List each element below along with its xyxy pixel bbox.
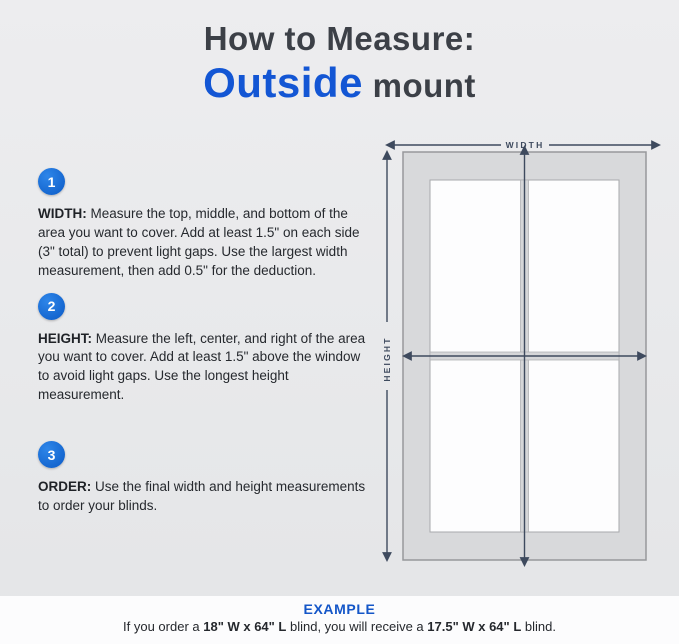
step-3	[38, 441, 374, 516]
step-1	[38, 168, 374, 281]
example-footer	[0, 596, 679, 644]
title-line-2	[0, 60, 679, 106]
step-1-text	[38, 205, 374, 281]
title-suffix: mount	[362, 66, 476, 104]
window-diagram	[375, 133, 670, 585]
example-text	[0, 619, 679, 634]
width-label: WIDTH	[505, 140, 545, 150]
title-accent: Outside	[203, 58, 363, 106]
step-2-text	[38, 330, 374, 406]
example-receive-size: 17.5" W x 64" L	[427, 619, 522, 634]
title-line-1: How to Measure:	[203, 20, 476, 57]
step-1-label: WIDTH:	[38, 206, 87, 221]
page-title	[0, 20, 679, 106]
example-middle: blind, you will receive a	[286, 619, 428, 634]
step-3-body: Use the final width and height measurements to order your blinds.	[38, 479, 366, 514]
step-1-body: Measure the top, middle, and bottom of the area you want to cover. Add at least 1.5" on each side (3" total) to prevent light gaps. Use the largest width measurement, then add 0.5" for the deduction.	[38, 206, 360, 278]
step-3-text	[38, 478, 374, 516]
step-2-label: HEIGHT:	[38, 330, 92, 346]
steps-list	[38, 168, 374, 516]
example-suffix: blind.	[521, 619, 556, 634]
step-1-number-badge: 1	[38, 168, 65, 195]
example-heading: EXAMPLE	[303, 601, 376, 617]
step-3-label: ORDER:	[38, 479, 92, 495]
example-order-size: 18" W x 64" L	[203, 619, 287, 634]
example-prefix: If you order a	[123, 619, 204, 634]
step-2-number-badge: 2	[38, 293, 65, 320]
step-2-body: Measure the left, center, and right of the area you want to cover. Add at least 1.5" above the window to avoid light gaps. Use the longest height measurement.	[38, 330, 366, 403]
step-2	[38, 293, 374, 406]
height-label: HEIGHT	[382, 336, 392, 382]
step-3-number-badge: 3	[38, 441, 65, 468]
